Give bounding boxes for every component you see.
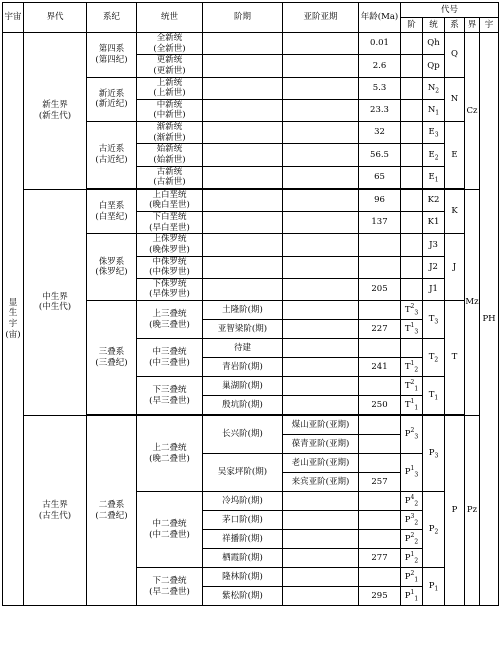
series-code-k1: K1 [423, 212, 445, 234]
age-cell [359, 435, 401, 454]
stage-code-p3-1 [401, 454, 423, 492]
substage-cell [283, 396, 359, 415]
substage-cell [283, 511, 359, 530]
code-subscript: 3 [414, 309, 419, 317]
stage-code-cell [401, 77, 423, 99]
substage-laoshan: 老山亚阶(亚期) [283, 454, 359, 473]
stage-cell [203, 122, 283, 144]
code-letter: P [404, 533, 411, 544]
stage-code-t1-2 [401, 377, 423, 396]
code-superscript: 2 [410, 427, 415, 435]
geologic-time-table [2, 2, 498, 660]
age-q1: 0.01 [359, 33, 401, 55]
stage-code-cell [401, 33, 423, 55]
code-subscript: 1 [434, 585, 439, 593]
series-code-qh [423, 33, 445, 55]
age-cell [359, 301, 401, 320]
era-paleozoic: 古生界 (古生代) [24, 416, 87, 606]
system-code-t: T [445, 301, 465, 415]
code-subscript: 2 [414, 500, 419, 508]
substage-cell [283, 358, 359, 377]
age-cell [359, 511, 401, 530]
stage-code-cell [401, 189, 423, 211]
header-epoch: 统世 [137, 3, 203, 33]
code-superscript: 3 [410, 512, 415, 520]
code-letter: Qh [427, 38, 440, 49]
series-code-e1 [423, 166, 445, 188]
code-subscript: 2 [414, 519, 419, 527]
series-code-t1 [423, 377, 445, 415]
stage-yinkeng: 殷坑阶(期) [203, 396, 283, 415]
code-letter: N [427, 105, 436, 116]
age-e1: 32 [359, 122, 401, 144]
code-subscript: 1 [434, 394, 439, 402]
code-letter: T [404, 380, 411, 391]
code-letter: P [404, 495, 411, 506]
series-code-e2 [423, 144, 445, 166]
age-cell [359, 568, 401, 587]
stage-cell [203, 99, 283, 121]
period-jurassic: 侏罗系 (侏罗纪) [87, 234, 137, 301]
stage-cell [203, 234, 283, 256]
substage-meishan: 煤山亚阶(亚期) [283, 416, 359, 435]
substage-cell [283, 166, 359, 188]
header-code-series: 统 [423, 18, 445, 33]
substage-cell [283, 256, 359, 278]
code-subscript: 3 [434, 318, 439, 326]
period-neogene: 新近系 (新近纪) [87, 77, 137, 122]
code-letter: T [428, 352, 435, 363]
code-subscript: 2 [434, 528, 439, 536]
series-code-j1: J1 [423, 278, 445, 300]
code-letter: P [404, 590, 411, 601]
code-subscript: 1 [414, 404, 419, 412]
period-permian: 二叠系 (二叠纪) [87, 416, 137, 606]
epoch-upper-permian: 上二叠统 (晚二叠世) [137, 416, 203, 492]
substage-cell [283, 377, 359, 396]
code-superscript: 2 [410, 569, 415, 577]
stage-code-p2-3 [401, 511, 423, 530]
code-subscript: 1 [414, 595, 419, 603]
substage-baoqing: 葆青亚阶(亚期) [283, 435, 359, 454]
code-subscript: 3 [414, 328, 419, 336]
code-subscript: 1 [434, 176, 439, 184]
code-letter: E [428, 171, 435, 182]
stage-code-p1-2 [401, 568, 423, 587]
epoch-lower-triassic: 下三叠统 (早三叠世) [137, 377, 203, 415]
substage-cell [283, 530, 359, 549]
code-letter: T [404, 361, 411, 372]
epoch-middle-jurassic: 中侏罗统 (中侏罗世) [137, 256, 203, 278]
stage-code-t3-2 [401, 301, 423, 320]
age-e2: 56.5 [359, 144, 401, 166]
stage-daijian: 待建 [203, 339, 283, 358]
header-code-eon: 宇 [480, 18, 499, 33]
period-cretaceous: 白垩系 (白垩纪) [87, 189, 137, 234]
era-cenozoic: 新生界 (新生代) [24, 33, 87, 190]
stage-code-t3-1 [401, 320, 423, 339]
header-code-erathem: 界 [465, 18, 480, 33]
stage-maokou: 茅口阶(期) [203, 511, 283, 530]
epoch-holocene: 全新统 (全新世) [137, 33, 203, 55]
stage-qingyan: 青岩阶(期) [203, 358, 283, 377]
series-code-k2: K2 [423, 189, 445, 211]
substage-cell [283, 568, 359, 587]
substage-cell [283, 55, 359, 77]
stage-cell [203, 144, 283, 166]
system-code-j: J [445, 234, 465, 301]
series-code-e3 [423, 122, 445, 144]
code-subscript: 2 [414, 557, 419, 565]
code-letter: P [404, 467, 411, 478]
age-cell [359, 234, 401, 256]
code-subscript: 2 [414, 538, 419, 546]
code-letter: N [427, 82, 436, 93]
stage-code-cell [401, 99, 423, 121]
substage-cell [283, 144, 359, 166]
stage-tulong: 土隆阶(期) [203, 301, 283, 320]
stage-code-cell [401, 212, 423, 234]
code-superscript: 2 [410, 378, 415, 386]
code-superscript: 1 [410, 588, 415, 596]
code-letter: P [428, 448, 435, 459]
system-code-n: N [445, 77, 465, 122]
code-superscript: 1 [410, 359, 415, 367]
code-letter: Qp [427, 60, 440, 71]
erathem-code-mz: Mz [465, 189, 480, 415]
epoch-upper-jurassic: 上侏罗统 (晚侏罗世) [137, 234, 203, 256]
stage-changxing: 长兴阶(期) [203, 416, 283, 454]
epoch-lower-jurassic: 下侏罗统 (早侏罗世) [137, 278, 203, 300]
substage-cell [283, 234, 359, 256]
stage-longlin: 隆林阶(期) [203, 568, 283, 587]
stage-code-p2-4 [401, 492, 423, 511]
age-cell [359, 256, 401, 278]
code-letter: T [404, 304, 411, 315]
code-superscript: 2 [410, 302, 415, 310]
series-code-n1 [423, 99, 445, 121]
epoch-upper-cretaceous: 上白垩统 (晚白垩世) [137, 189, 203, 211]
substage-cell [283, 122, 359, 144]
stage-cell [203, 55, 283, 77]
code-letter: P [404, 552, 411, 563]
age-n2: 23.3 [359, 99, 401, 121]
system-code-k: K [445, 189, 465, 234]
stage-qixia: 栖霞阶(期) [203, 549, 283, 568]
substage-cell [283, 33, 359, 55]
age-cell [359, 492, 401, 511]
header-era: 界代 [24, 3, 87, 33]
code-letter: E [428, 149, 435, 160]
stage-lengwu: 冷坞阶(期) [203, 492, 283, 511]
stage-wujiaping: 吴家坪阶(期) [203, 454, 283, 492]
header-stage: 阶期 [203, 3, 283, 33]
epoch-eocene: 始新统 (始新世) [137, 144, 203, 166]
stage-cell [203, 77, 283, 99]
series-code-p2 [423, 492, 445, 568]
epoch-pliocene: 上新统 (上新世) [137, 77, 203, 99]
code-subscript: 2 [434, 356, 439, 364]
code-letter: P [404, 571, 411, 582]
code-letter: P [404, 514, 411, 525]
stage-code-t2-1 [401, 358, 423, 377]
stage-zisong: 紫松阶(期) [203, 587, 283, 606]
header-period: 系纪 [87, 3, 137, 33]
stage-code-cell [401, 166, 423, 188]
series-code-t3 [423, 301, 445, 339]
header-code-stage: 阶 [401, 18, 423, 33]
series-code-j2: J2 [423, 256, 445, 278]
age-e3: 65 [359, 166, 401, 188]
series-code-p1 [423, 568, 445, 606]
stage-code-cell [401, 339, 423, 358]
stage-cell [203, 189, 283, 211]
stage-cell [203, 212, 283, 234]
erathem-code-pz: Pz [465, 416, 480, 606]
stage-code-cell [401, 122, 423, 144]
substage-cell [283, 549, 359, 568]
code-subscript: 2 [414, 366, 419, 374]
code-letter: T [404, 323, 411, 334]
header-code-system: 系 [445, 18, 465, 33]
stage-cell [203, 256, 283, 278]
header-age: 年龄(Ma) [359, 3, 401, 33]
eon-code-ph: PH [480, 33, 499, 606]
age-q2: 2.6 [359, 55, 401, 77]
age-t3: 250 [359, 396, 401, 415]
age-p1: 257 [359, 473, 401, 492]
stage-chaohu: 巢湖阶(期) [203, 377, 283, 396]
header-eon: 宇宙 [3, 3, 24, 33]
epoch-lower-cretaceous: 下白垩统 (早白垩世) [137, 212, 203, 234]
stage-xiangbo: 祥播阶(期) [203, 530, 283, 549]
age-n1: 5.3 [359, 77, 401, 99]
series-code-qp [423, 55, 445, 77]
age-cell [359, 454, 401, 473]
stage-code-cell [401, 278, 423, 300]
epoch-paleocene: 古新统 (古新世) [137, 166, 203, 188]
substage-cell [283, 189, 359, 211]
stage-cell [203, 166, 283, 188]
code-letter: T [428, 390, 435, 401]
code-superscript: 4 [410, 493, 415, 501]
epoch-oligocene: 渐新统 (渐新世) [137, 122, 203, 144]
stage-code-t1-1 [401, 396, 423, 415]
stage-code-cell [401, 234, 423, 256]
code-superscript: 1 [410, 321, 415, 329]
age-t2: 241 [359, 358, 401, 377]
age-k1: 96 [359, 189, 401, 211]
era-mesozoic: 中生界 (中生代) [24, 189, 87, 415]
code-subscript: 3 [434, 452, 439, 460]
substage-cell [283, 278, 359, 300]
substage-cell [283, 77, 359, 99]
age-cell [359, 416, 401, 435]
period-quaternary: 第四系 (第四纪) [87, 33, 137, 78]
substage-cell [283, 320, 359, 339]
code-subscript: 3 [434, 132, 439, 139]
code-letter: P [428, 581, 435, 592]
series-code-j3: J3 [423, 234, 445, 256]
stage-code-cell [401, 55, 423, 77]
code-subscript: 3 [414, 433, 419, 441]
code-letter: E [428, 127, 435, 138]
code-subscript: 1 [414, 385, 419, 393]
code-letter: T [404, 399, 411, 410]
header-substage: 亚阶亚期 [283, 3, 359, 33]
code-letter: T [428, 314, 435, 325]
code-superscript: 1 [410, 397, 415, 405]
code-subscript: 1 [414, 576, 419, 584]
age-k2: 137 [359, 212, 401, 234]
age-j1: 205 [359, 278, 401, 300]
substage-laibin: 来宾亚阶(亚期) [283, 473, 359, 492]
epoch-miocene: 中新统 (中新世) [137, 99, 203, 121]
system-code-p: P [445, 416, 465, 606]
eon-name: 显 生 宇 (宙) [3, 33, 24, 606]
stage-code-p3-2 [401, 416, 423, 454]
epoch-lower-permian: 下二叠统 (早二叠世) [137, 568, 203, 606]
substage-cell [283, 99, 359, 121]
age-p3: 295 [359, 587, 401, 606]
period-paleogene: 古近系 (古近纪) [87, 122, 137, 189]
code-superscript: 1 [410, 550, 415, 558]
code-letter: P [404, 429, 411, 440]
system-code-e: E [445, 122, 465, 189]
substage-cell [283, 339, 359, 358]
stage-code-cell [401, 144, 423, 166]
stage-code-p2-2 [401, 530, 423, 549]
age-cell [359, 377, 401, 396]
stage-code-p1-1 [401, 587, 423, 606]
age-cell [359, 530, 401, 549]
header-code: 代号 [401, 3, 499, 18]
code-subscript: 3 [414, 471, 419, 479]
substage-cell [283, 212, 359, 234]
epoch-upper-triassic: 上三叠统 (晚三叠世) [137, 301, 203, 339]
stage-code-cell [401, 256, 423, 278]
series-code-p3 [423, 416, 445, 492]
epoch-middle-triassic: 中三叠统 (中三叠世) [137, 339, 203, 377]
stage-code-p2-1 [401, 549, 423, 568]
stage-cell [203, 278, 283, 300]
epoch-middle-permian: 中二叠统 (中二叠世) [137, 492, 203, 568]
substage-cell [283, 587, 359, 606]
substage-cell [283, 301, 359, 320]
substage-cell [283, 492, 359, 511]
stage-yazhiliang: 亚智梁阶(期) [203, 320, 283, 339]
code-superscript: 2 [410, 531, 415, 539]
code-subscript: 2 [435, 87, 440, 95]
code-subscript: 1 [435, 109, 440, 117]
age-t1: 227 [359, 320, 401, 339]
erathem-code-cz: Cz [465, 33, 480, 190]
code-superscript: 1 [410, 465, 415, 473]
age-p2: 277 [359, 549, 401, 568]
code-subscript: 2 [434, 154, 439, 162]
system-code-q: Q [445, 33, 465, 78]
stage-cell [203, 33, 283, 55]
age-cell [359, 339, 401, 358]
epoch-pleistocene: 更新统 (更新世) [137, 55, 203, 77]
series-code-t2 [423, 339, 445, 377]
series-code-n2 [423, 77, 445, 99]
period-triassic: 三叠系 (三叠纪) [87, 301, 137, 415]
code-letter: P [428, 524, 435, 535]
